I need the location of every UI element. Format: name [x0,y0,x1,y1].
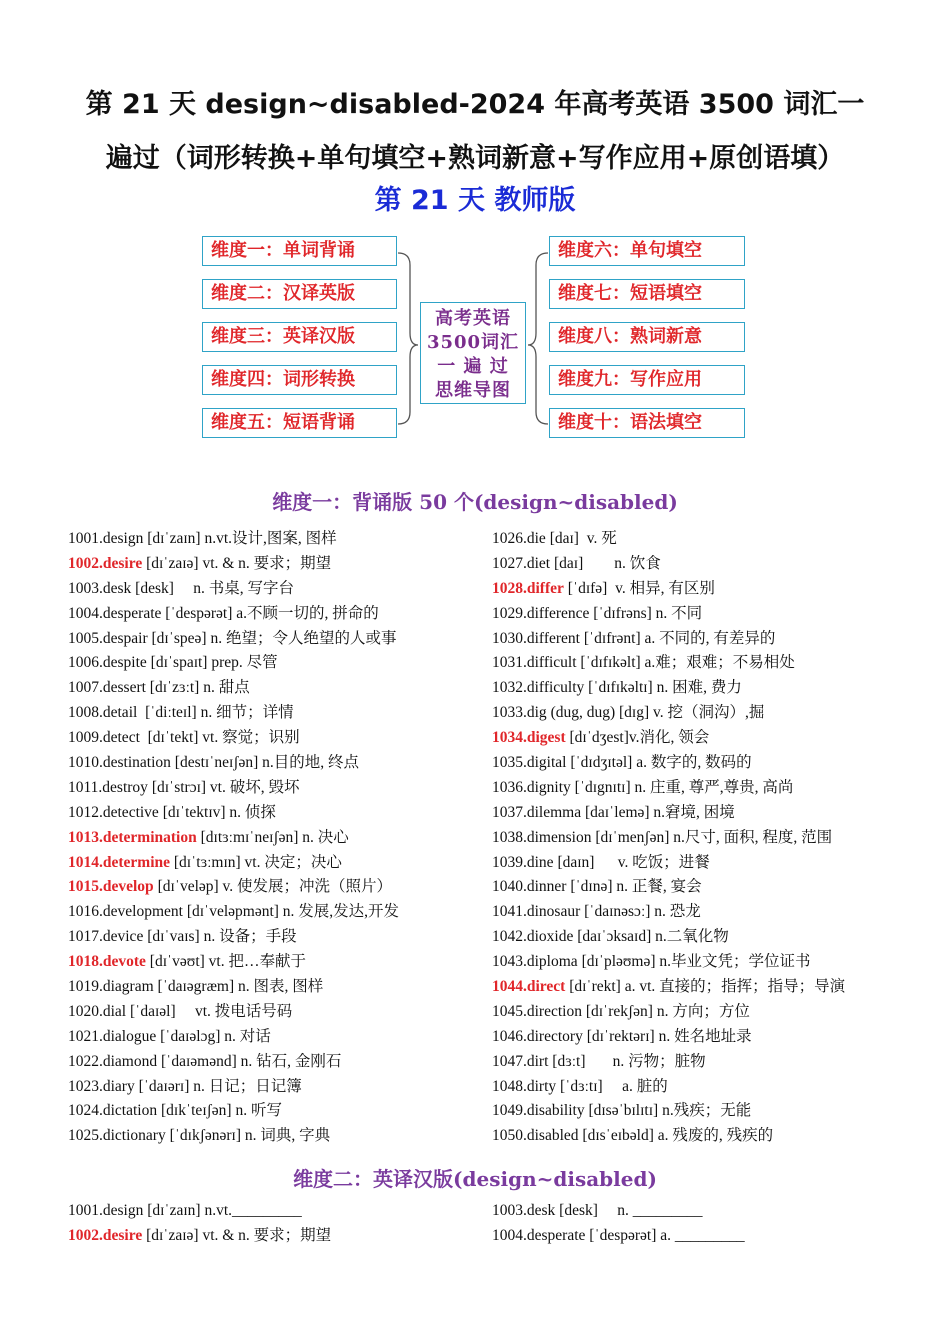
vocab-word: 1026.die [492,530,546,547]
vocab-word: 1044.direct [492,978,566,996]
vocab-definition: [dɪˈdʒest]v.消化, 领会 [565,729,710,747]
vocab-definition: [dɪˈtektɪv] n. 侦探 [158,803,276,821]
vocab-definition: [daɪˈlemə] n.窘境, 困境 [581,803,735,821]
vocab-entry [492,651,912,676]
vocab-word: 1030.different [492,629,580,647]
vocab-word: 1048.dirty [492,1077,557,1095]
vocab-word: 1029.difference [492,604,590,622]
mind-map-dimension-10: 维度十：语法填空 [549,408,745,438]
vocab-definition: [dɪˈzaɪə] vt. & n. 要求；期望 [142,1226,332,1244]
vocab-definition: [dɪsˈeɪbəld] a. 残废的, 残疾的 [578,1127,774,1145]
vocab-definition: [daɪ] v. 死 [545,530,617,547]
vocab-entry [68,950,478,975]
vocab-entry [68,925,478,950]
vocab-entry [68,1000,478,1025]
vocab-definition: [destɪˈneɪʃən] n.目的地, 终点 [170,754,360,772]
vocab-word: 1002.desire [68,554,143,572]
vocab-entry [492,950,912,975]
vocab-word: 1004.desperate [492,1226,586,1244]
section-2-right-column [492,1199,912,1249]
vocab-definition: [dɪˈveləp] v. 使发展；冲洗（照片） [153,878,393,896]
vocab-word: 1005.despair [68,629,148,647]
mind-map-center-line: 高考英语 [435,308,511,329]
vocab-entry [68,552,478,577]
mind-map-dimension-5: 维度五：短语背诵 [202,408,397,438]
vocab-word: 1004.desperate [68,604,162,622]
vocab-definition: [ˈdɪnə] n. 正餐, 宴会 [566,878,702,896]
vocab-word: 1041.dinosaur [492,903,581,921]
vocab-entry [492,1050,912,1075]
vocab-definition: [dɪˈtɜːmɪn] vt. 决定；决心 [170,853,342,871]
vocab-definition: [ˈdɪdʒɪtəl] a. 数字的, 数码的 [566,754,752,772]
vocab-word: 1010.destination [68,754,171,772]
section-1-heading: 维度一：背诵版 50 个(design~disabled) [272,490,678,514]
vocab-definition: [ˈdɪfrənt] a. 不同的, 有差异的 [579,629,776,647]
vocab-word: 1014.determine [68,853,171,871]
vocab-definition: [dɪsəˈbɪlɪtɪ] n.残疾；无能 [584,1102,752,1120]
vocab-definition: [dɪˈzaɪn] n.vt._________ [143,1202,302,1219]
vocab-definition: [ˈdaɪəl] vt. 拨电话号码 [126,1002,293,1020]
vocab-word: 1003.desk [68,579,132,597]
vocab-word: 1002.desire [68,1226,143,1244]
section-1-left-column [68,527,478,1149]
vocab-definition: [ˈdɪfɪkəlt] a.难；艰难；不易相处 [576,654,795,672]
vocab-entry [68,1075,478,1100]
vocab-entry [68,1199,478,1224]
vocab-entry [68,1124,478,1149]
vocab-definition: [dɪˈrekt] a. vt. 直接的；指挥；指导；导演 [565,978,846,996]
vocab-definition: [daɪn] v. 吃饭；进餐 [553,853,710,871]
vocab-entry [492,975,912,1000]
vocab-definition: [ˈdaɪnəsɔː] n. 恐龙 [580,903,701,921]
mind-map-dimension-1: 维度一：单词背诵 [202,236,397,266]
vocab-entry [68,1050,478,1075]
vocab-word: 1019.diagram [68,978,154,996]
vocab-definition: [dɪˈspaɪt] prep. 尽管 [146,654,278,672]
vocab-entry [68,826,478,851]
vocab-entry [492,676,912,701]
mind-map-dimension-9: 维度九：写作应用 [549,365,745,395]
vocab-entry [68,701,478,726]
vocab-word: 1037.dilemma [492,803,582,821]
vocab-entry [68,651,478,676]
vocab-definition: [dɪˈtekt] vt. 察觉；识别 [139,729,300,747]
vocab-definition: [desk] n. 书桌, 写字台 [131,579,295,597]
vocab-entry [68,577,478,602]
vocab-word: 1045.direction [492,1002,582,1020]
vocab-definition: [ˈdiːteɪl] n. 细节；详情 [137,704,294,722]
vocab-definition: [desk] n. _________ [555,1202,703,1219]
vocab-entry [492,925,912,950]
vocab-entry [68,875,478,900]
vocab-entry [492,701,912,726]
vocab-word: 1035.digital [492,754,567,772]
vocab-definition: [dɪˈzɜːt] n. 甜点 [145,679,250,697]
vocab-word: 1003.desk [492,1202,556,1219]
vocab-word: 1036.dignity [492,778,571,796]
vocab-entry [68,1099,478,1124]
vocab-word: 1034.digest [492,729,566,747]
title-line-2: 遍过（词形转换+单句填空+熟词新意+写作应用+原创语填） [105,143,845,174]
mind-map-dimension-8: 维度八：熟词新意 [549,322,745,352]
vocab-word: 1027.diet [492,554,551,572]
vocab-definition: [ˈdaɪərɪ] n. 日记；日记簿 [134,1077,302,1095]
vocab-definition: [dɪˈspeə] n. 绝望；令人绝望的人或事 [147,629,397,647]
mind-map-center-line: 3500词汇 [426,332,520,353]
vocab-entry [68,751,478,776]
vocab-word: 1032.difficulty [492,679,585,697]
vocab-entry [68,900,478,925]
section-1-right-column [492,527,912,1149]
vocab-entry [492,851,912,876]
vocab-entry [492,900,912,925]
vocab-word: 1015.develop [68,878,154,896]
vocab-word: 1017.device [68,928,144,946]
vocab-definition: [ˈdɪkʃənərɪ] n. 词典, 字典 [165,1127,331,1145]
vocab-word: 1013.determination [68,828,197,846]
vocab-entry [492,552,912,577]
vocab-definition: [dɪˈvəʊt] vt. 把…奉献于 [145,953,306,971]
vocab-definition: [daɪˈɔksaɪd] n.二氧化物 [573,928,729,946]
vocab-definition: [ˈdespərət] a. _________ [585,1226,745,1244]
vocab-entry [68,627,478,652]
section-2-heading: 维度二：英译汉版(design~disabled) [293,1167,657,1191]
vocab-definition: [dɪtɜːmɪˈneɪʃən] n. 决心 [196,828,349,846]
vocab-word: 1021.dialogue [68,1027,157,1045]
vocab-entry [492,1075,912,1100]
vocab-word: 1016.development [68,903,183,921]
mind-map-center [420,302,526,404]
section-2-left-column [68,1199,478,1249]
vocab-definition: [dɪˈrekʃən] n. 方向；方位 [581,1002,750,1020]
vocab-word: 1001.design [68,530,144,547]
vocab-entry [68,527,478,552]
vocab-entry [492,1025,912,1050]
vocab-entry [68,975,478,1000]
vocab-definition: [dɪˈpləʊmə] n.毕业文凭；学位证书 [577,953,811,971]
vocab-word: 1033.dig [492,704,547,722]
vocab-entry [492,751,912,776]
vocab-word: 1039.dine [492,853,554,871]
vocab-word: 1042.dioxide [492,928,574,946]
vocab-definition: [ˈdaɪəgræm] n. 图表, 图样 [153,978,324,996]
vocab-word: 1038.dimension [492,828,592,846]
vocab-word: 1006.despite [68,654,147,672]
vocab-entry [492,801,912,826]
mind-map-dimension-4: 维度四：词形转换 [202,365,397,395]
vocab-definition: [dɪkˈteɪʃən] n. 听写 [157,1102,282,1120]
vocab-entry [492,826,912,851]
vocab-entry [492,1000,912,1025]
vocab-entry [68,1224,478,1249]
vocab-definition: [dɪˈzaɪn] n.vt.设计,图案, 图样 [143,530,337,547]
vocab-definition: [dɜːt] n. 污物；脏物 [548,1052,706,1070]
vocab-word: 1018.devote [68,953,146,971]
mind-map-dimension-6: 维度六：单句填空 [549,236,745,266]
vocab-definition: [daɪ] n. 饮食 [550,554,661,572]
vocab-word: 1043.diploma [492,953,578,971]
vocab-definition: [ˈdɪgnɪtɪ] n. 庄重, 尊严,尊贵, 高尚 [570,778,794,796]
vocab-entry [492,726,912,751]
vocab-word: 1008.detail [68,704,138,722]
vocab-entry [492,776,912,801]
vocab-word: 1020.dial [68,1002,127,1020]
teacher-edition-subtitle: 第 21 天 教师版 [374,185,576,216]
vocab-word: 1031.difficult [492,654,577,672]
vocab-entry [68,801,478,826]
vocab-entry [492,1124,912,1149]
vocab-entry [68,602,478,627]
vocab-definition: [ˈdaɪəmənd] n. 钻石, 金刚石 [157,1052,342,1070]
vocab-definition: [ˈdɪfɪkəltɪ] n. 困难, 费力 [584,679,742,697]
vocab-entry [68,726,478,751]
vocab-entry [68,1025,478,1050]
vocab-entry [492,627,912,652]
vocab-definition: [ˈdɪfrəns] n. 不同 [589,604,703,622]
mind-map-center-line: 思维导图 [435,380,511,401]
vocab-word: 1050.disabled [492,1127,579,1145]
title-line-1: 第 21 天 design~disabled-2024 年高考英语 3500 词汇一 [85,89,865,120]
vocab-entry [492,602,912,627]
vocab-entry [68,676,478,701]
vocab-definition: (dug, dug) [dɪg] v. 挖（洞沟）,掘 [546,704,765,722]
vocab-entry [68,851,478,876]
vocab-definition: [ˈdɪfə] v. 相异, 有区别 [563,579,715,597]
vocab-word: 1024.dictation [68,1102,158,1120]
vocab-entry [492,1099,912,1124]
mind-map-dimension-3: 维度三：英译汉版 [202,322,397,352]
vocab-word: 1023.diary [68,1077,135,1095]
vocab-entry [68,776,478,801]
vocab-word: 1022.diamond [68,1052,158,1070]
vocab-definition: [dɪˈmenʃən] n.尺寸, 面积, 程度, 范围 [591,828,833,846]
vocab-word: 1012.detective [68,803,159,821]
vocab-word: 1047.dirt [492,1052,549,1070]
vocab-entry [492,527,912,552]
mind-map-center-line: 一 遍 过 [437,356,509,377]
vocab-word: 1046.directory [492,1027,583,1045]
vocab-definition: [dɪˈvaɪs] n. 设备；手段 [143,928,297,946]
vocab-definition: [dɪˈstrɔɪ] vt. 破坏, 毁坏 [147,778,300,796]
vocab-word: 1040.dinner [492,878,567,896]
vocab-definition: [dɪˈveləpmənt] n. 发展,发达,开发 [182,903,400,921]
mind-map-dimension-7: 维度七：短语填空 [549,279,745,309]
vocab-definition: [ˈdespərət] a.不顾一切的, 拼命的 [161,604,379,622]
vocab-word: 1001.design [68,1202,144,1219]
vocab-word: 1049.disability [492,1102,585,1120]
vocab-definition: [ˈdaɪəlɔg] n. 对话 [156,1027,271,1045]
mind-map-dimension-2: 维度二：汉译英版 [202,279,397,309]
vocab-word: 1025.dictionary [68,1127,166,1145]
vocab-entry [492,577,912,602]
vocab-word: 1011.destroy [68,778,148,796]
vocab-word: 1028.differ [492,579,564,597]
vocab-entry [492,1224,912,1249]
vocab-word: 1009.detect [68,729,140,747]
vocab-definition: [dɪˈrektərɪ] n. 姓名地址录 [582,1027,752,1045]
vocab-word: 1007.dessert [68,679,146,697]
vocab-definition: [dɪˈzaɪə] vt. & n. 要求；期望 [142,554,332,572]
vocab-entry [492,1199,912,1224]
vocab-definition: [ˈdɜːtɪ] a. 脏的 [556,1077,668,1095]
vocab-entry [492,875,912,900]
